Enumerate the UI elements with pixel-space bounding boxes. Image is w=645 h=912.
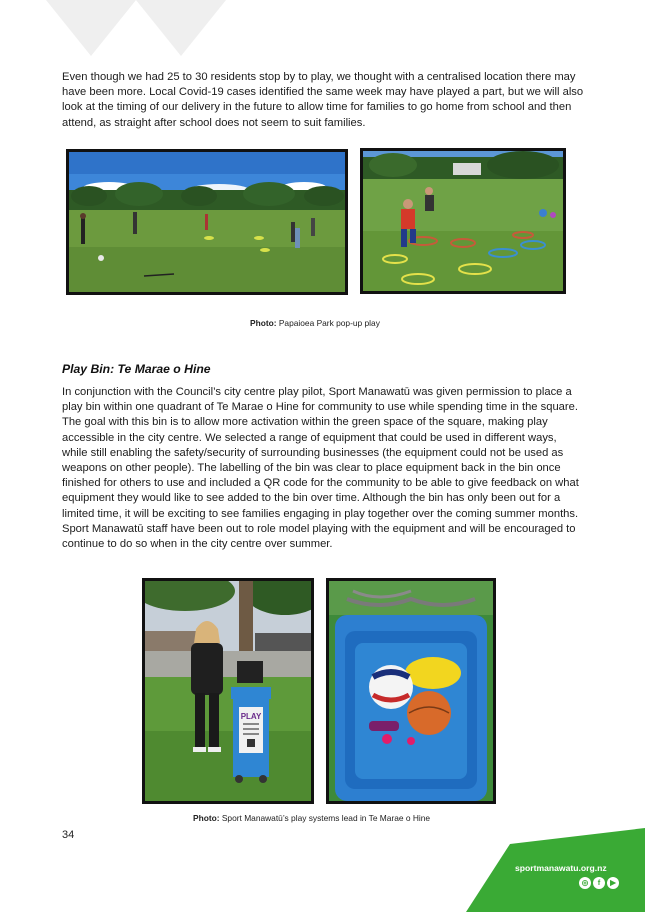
caption-text: Papaioea Park pop-up play	[278, 318, 380, 328]
instagram-icon[interactable]: ◎	[579, 877, 591, 889]
facebook-icon[interactable]: f	[593, 877, 605, 889]
section-heading: Play Bin: Te Marae o Hine	[62, 362, 211, 376]
photo-park-play-wide	[66, 149, 348, 295]
body-paragraph-2: In conjunction with the Council’s city centre play pilot, Sport Manawatū was given permission to place a play bin within one quadrant of Te Marae o Hine for community to use while spending time in the square. The goal with this bin is to allow more activation within the green space of the square, making play accessible in the city centre. We selected a range of equipment that could be used in different ways, while still enabling the safety/security of surrounding businesses (the equipment could not be used as weapons on other people). The labelling of the bin was clear to place equipment back in the bin once finished for others to use and included a QR code for the community to be able to give feedback on what equipment they would like to see added to the bin over time. Although the bin has only been out for a limited time, it will be exciting to see families engaging in play together over the coming summer months. Sport Manawatū staff have been out to role model playing with the equipment and will be encouraged to continue to do so when in the city centre over summer.	[62, 386, 579, 551]
photo-caption-1	[250, 318, 380, 328]
social-icons	[579, 877, 619, 889]
caption-label: Photo:	[250, 318, 277, 328]
caption-text: Sport Manawatū’s play systems lead in Te Marae o Hine	[221, 813, 431, 823]
page-number: 34	[62, 829, 75, 841]
photo-kids-hoops	[360, 148, 566, 294]
decorative-chevrons	[46, 0, 236, 56]
youtube-icon[interactable]: ▶	[607, 877, 619, 889]
website-link[interactable]: sportmanawatu.org.nz	[515, 863, 607, 873]
photo-play-bin-contents	[326, 578, 496, 804]
photo-caption-2	[193, 813, 430, 823]
photo-play-bin-with-staff	[142, 578, 314, 804]
body-paragraph-1: Even though we had 25 to 30 residents stop by to play, we thought with a centralised location there may have been more. Local Covid-19 cases identified the same week may have played a part, but we will also look at the timing of our delivery in the future to allow time for families to go home from school and then attend, as straight after school does not seem to suit families.	[62, 71, 584, 129]
caption-label: Photo:	[193, 813, 220, 823]
bin-play-label: PLAY	[240, 712, 262, 721]
